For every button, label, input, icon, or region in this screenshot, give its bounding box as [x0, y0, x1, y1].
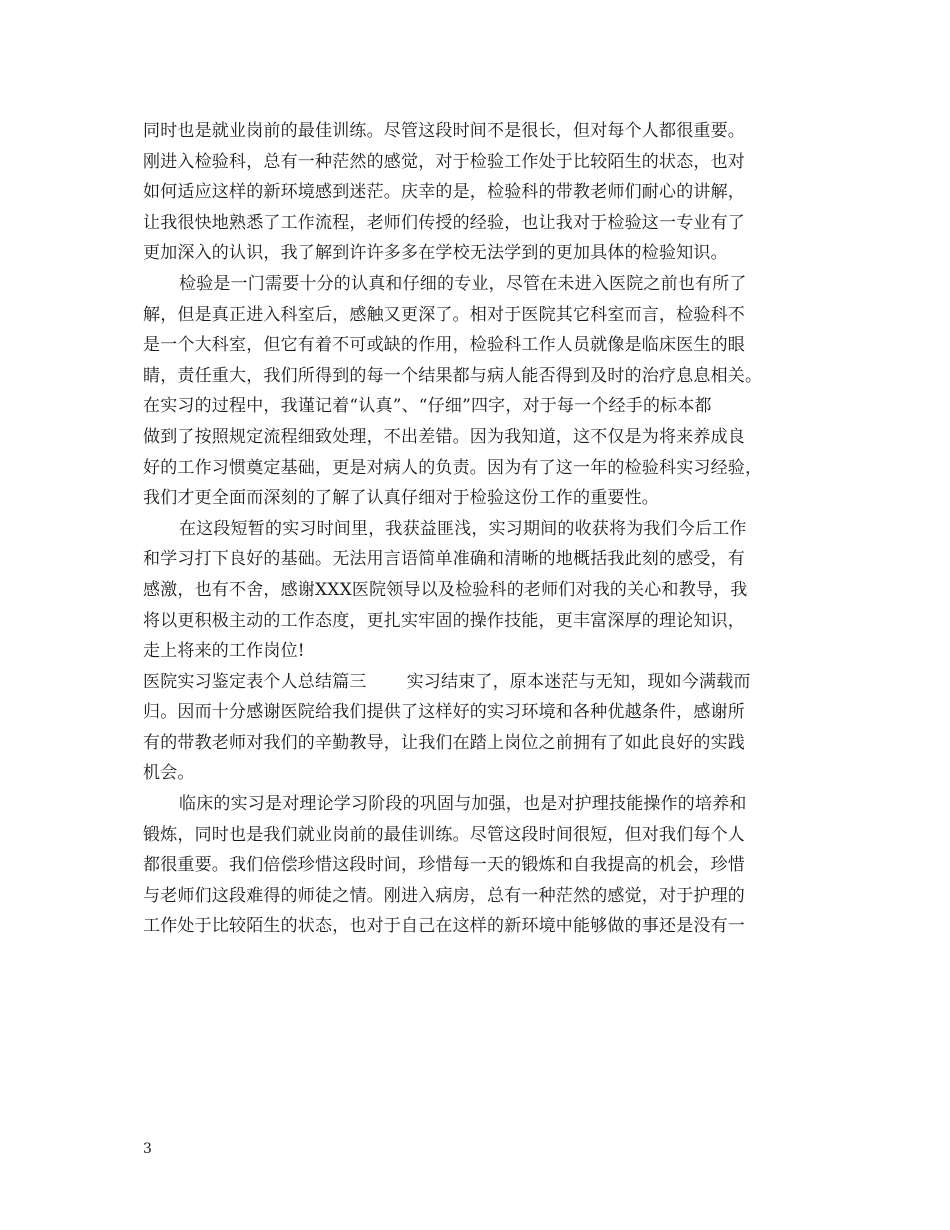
paragraph-first-line: 临床的实习是对理论学习阶段的巩固与加强，也是对护理技能操作的培养和 — [179, 794, 747, 815]
text-line: 刚进入检验科，总有一种茫然的感觉，对于检验工作处于比较陌生的状态，也对 — [143, 151, 745, 172]
text-line: 同时也是就业岗前的最佳训练。尽管这段时间不是很长，但对每个人都很重要。 — [143, 121, 745, 141]
section-heading-line — [143, 667, 813, 698]
document-body — [143, 116, 813, 942]
text-line: 与老师们这段难得的师徒之情。刚进入病房，总有一种茫然的感觉，对于护理的 — [143, 885, 745, 906]
text-line: 归。因而十分感谢医院给我们提供了这样好的实习环境和各种优越条件，感谢所 — [143, 702, 745, 723]
text-line: 更加深入的认识，我了解到许许多多在学校无法学到的更加具体的检验知识。 — [143, 243, 728, 264]
text-line: 机会。 — [143, 763, 195, 784]
text-line: 我们才更全面而深刻的了解了认真仔细对于检验这份工作的重要性。 — [143, 488, 659, 509]
paragraph-first-line: 检验是一门需要十分的认真和仔细的专业，尽管在未进入医院之前也有所了 — [179, 273, 747, 294]
text-line: 解，但是真正进入科室后，感触又更深了。相对于医院其它科室而言，检验科不 — [143, 304, 745, 325]
text-line: 睛，责任重大，我们所得到的每一个结果都与病人能否得到及时的治疗息息相关。 — [143, 365, 763, 386]
section-heading-text: 实习结束了，原本迷茫与无知，现如今满载而 — [406, 671, 751, 692]
text-line: 在实习的过程中，我谨记着“认真”、“仔细”四字，对于每一个经手的标本都 — [143, 396, 712, 417]
text-line: 将以更积极主动的工作态度，更扎实牢固的操作技能，更丰富深厚的理论知识， — [143, 610, 745, 631]
text-line: 有的带教老师对我们的辛勤教导，让我们在踏上岗位之前拥有了如此良好的实践 — [143, 732, 745, 753]
text-line: 感激，也有不舍，感谢XXX医院领导以及检验科的老师们对我的关心和教导，我 — [143, 579, 748, 600]
page-number: 3 — [143, 1141, 152, 1157]
text-line: 锻炼，同时也是我们就业岗前的最佳训练。尽管这段时间很短，但对我们每个人 — [143, 824, 745, 845]
text-line: 做到了按照规定流程细致处理，不出差错。因为我知道，这不仅是为将来养成良 — [143, 426, 745, 447]
text-line: 好的工作习惯奠定基础，更是对病人的负责。因为有了这一年的检验科实习经验， — [143, 457, 763, 478]
text-line: 工作处于比较陌生的状态，也对于自己在这样的新环境中能够做的事还是没有一 — [143, 916, 745, 937]
paragraph-first-line: 在这段短暂的实习时间里，我获益匪浅，实习期间的收获将为我们今后工作 — [179, 518, 747, 539]
text-line: 和学习打下良好的基础。无法用言语简单准确和清晰的地概括我此刻的感受，有 — [143, 549, 745, 570]
text-line: 走上将来的工作岗位! — [143, 641, 305, 662]
text-line: 让我很快地熟悉了工作流程，老师们传授的经验，也让我对于检验这一专业有了 — [143, 212, 745, 233]
text-line: 是一个大科室，但它有着不可或缺的作用，检验科工作人员就像是临床医生的眼 — [143, 335, 745, 356]
text-line: 如何适应这样的新环境感到迷茫。庆幸的是，检验科的带教老师们耐心的讲解， — [143, 182, 745, 203]
text-line: 都很重要。我们倍偿珍惜这段时间，珍惜每一天的锻炼和自我提高的机会，珍惜 — [143, 855, 745, 876]
section-heading-title: 医院实习鉴定表个人总结篇三 — [143, 671, 367, 692]
